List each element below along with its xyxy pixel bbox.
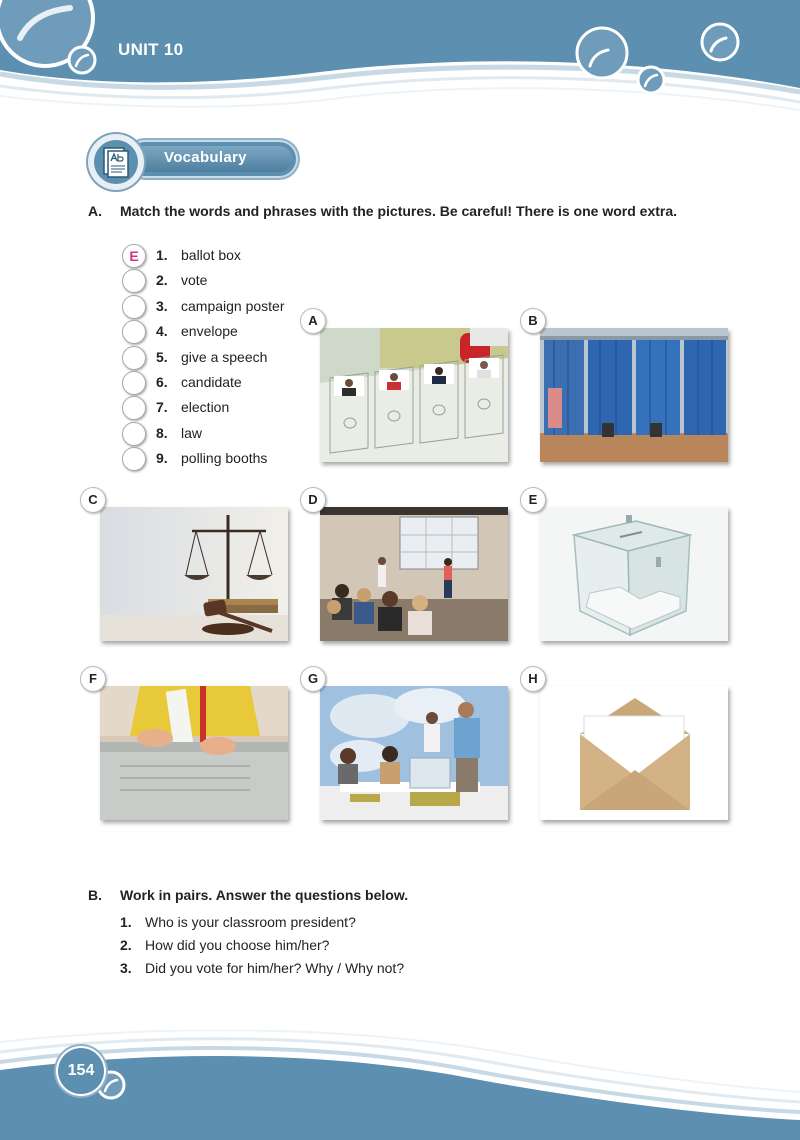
picture-letter: H [520,666,546,692]
abc-book-icon [88,134,144,190]
item-number: 7. [156,399,168,415]
glass-ballot-box-photo [540,507,728,641]
question-number: 3. [120,960,132,976]
picture-letter: B [520,308,546,334]
item-word: campaign poster [181,298,285,314]
answer-circle[interactable] [122,422,146,446]
question-number: 1. [120,914,132,930]
match-item [122,269,322,291]
exercise-b-letter: B. [88,887,102,903]
picture-a [308,313,508,462]
campaign-poster-photo [320,328,508,462]
picture-g [307,671,508,820]
match-item [122,244,322,266]
vocabulary-label: Vocabulary [164,149,247,166]
picture-b [528,313,728,462]
item-word: election [181,399,230,415]
item-number: 8. [156,425,168,441]
exercise-a-letter: A. [88,203,102,219]
answer-circle[interactable] [122,295,146,319]
item-word: envelope [181,323,238,339]
question-text: Did you vote for him/her? Why / Why not? [145,960,405,976]
item-word: candidate [181,374,242,390]
picture-e [528,492,728,641]
item-word: ballot box [181,247,241,263]
item-number: 1. [156,247,168,263]
picture-letter: G [300,666,326,692]
answer-circle[interactable] [122,447,146,471]
picture-letter: F [80,666,106,692]
item-word: polling booths [181,450,268,466]
item-number: 6. [156,374,168,390]
question-number: 2. [120,937,132,953]
picture-c [88,492,288,641]
match-item [122,371,322,393]
footer-banner [0,1030,800,1140]
picture-f [89,671,288,820]
speech-presentation-photo [320,507,508,641]
question-item [120,960,404,976]
match-item [122,346,322,368]
item-number: 2. [156,272,168,288]
match-item [122,295,322,317]
item-number: 9. [156,450,168,466]
page-number: 154 [58,1048,104,1094]
question-text: How did you choose him/her? [145,937,330,953]
item-number: 3. [156,298,168,314]
match-item [122,447,322,469]
answer-circle[interactable] [122,396,146,420]
item-word: give a speech [181,349,268,365]
picture-letter: A [300,308,326,334]
answer-circle[interactable] [122,320,146,344]
picture-h [528,671,728,820]
item-word: law [181,425,203,441]
match-item [122,422,322,444]
item-number: 5. [156,349,168,365]
answer-circle[interactable] [122,269,146,293]
polling-booths-photo [540,328,728,462]
picture-letter: C [80,487,106,513]
match-item [122,396,322,418]
envelope-photo [540,686,728,820]
picture-d [308,492,508,641]
answer-circle[interactable]: E [122,244,146,268]
item-word: vote [181,272,208,288]
picture-letter: E [520,487,546,513]
picture-letter: D [300,487,326,513]
answer-circle[interactable] [122,371,146,395]
law-scales-gavel-photo [100,507,288,641]
election-counting-photo [320,686,508,820]
vocabulary-badge [88,134,300,190]
match-item [122,320,322,342]
exercise-b-instruction: Work in pairs. Answer the questions below. [120,887,409,903]
question-item [120,937,329,953]
item-number: 4. [156,323,168,339]
unit-title: UNIT 10 [118,40,184,59]
question-item [120,914,356,930]
exercise-a-instruction: Match the words and phrases with the pictures. Be careful! There is one word extra. [120,203,678,219]
voting-hands-photo [100,686,288,820]
answer-circle[interactable] [122,346,146,370]
question-text: Who is your classroom president? [145,914,356,930]
